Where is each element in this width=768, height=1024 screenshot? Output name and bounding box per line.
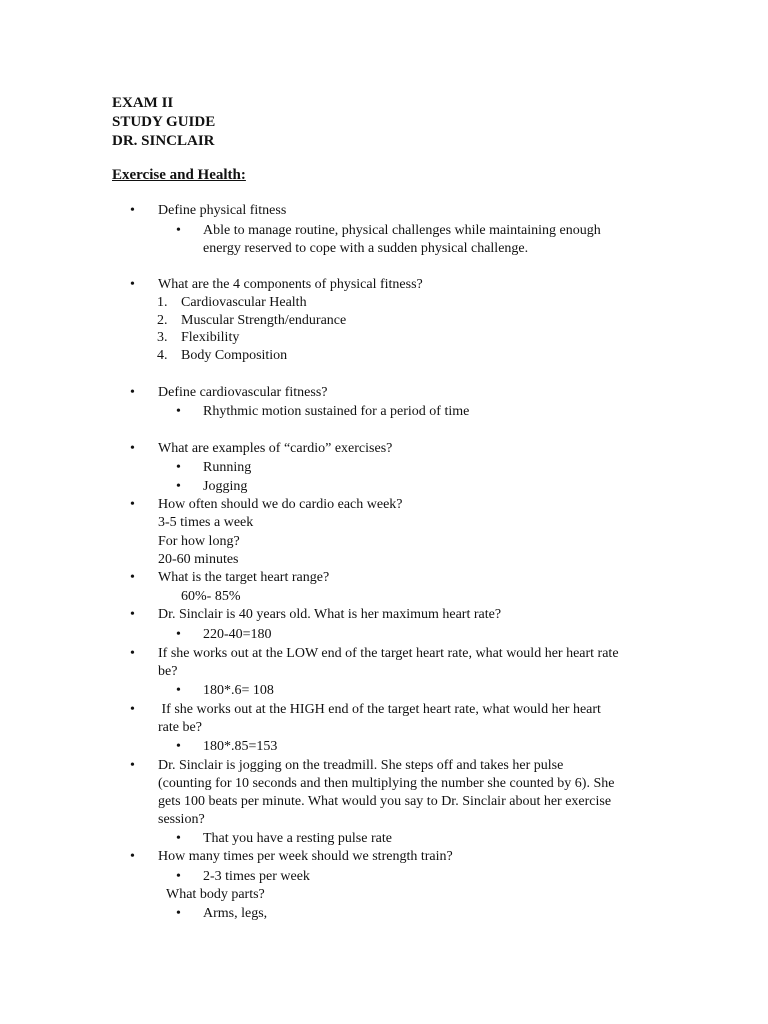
- question-duration: For how long?: [158, 534, 240, 549]
- answer-frequency: 3-5 times a week: [158, 515, 254, 530]
- question-treadmill-cont: (counting for 10 seconds and then multiplying the number she counted by 6). She: [158, 776, 615, 791]
- document-header: [112, 94, 215, 151]
- answer-target-heart-range: 60%- 85%: [181, 589, 241, 604]
- instructor-name: DR. SINCLAIR: [112, 133, 215, 149]
- exam-title: EXAM II: [112, 95, 174, 111]
- document-page: EXAM II STUDY GUIDE DR. SINCLAIR Exercise and Health: Define physical fitness Able to manage routine, physical challenges while maintaining enough energy reserved to cope with a sudden physical challenge. What are the 4 components of physical fitness? 1. Cardiovascular Health 2. Muscular Strength/endurance 3. Flexibility 4. Body Composition Define cardiovascular fitness? Rhythmic motion sustained for a period of time What are examples of “cardio” exercises? Running Jogging How often should we do cardio each week? 3-5 times a week For how long? 20-60 minutes What is the target heart range? 60%- 85% Dr. Sinclair is 40 years old. What is her maximum heart rate? 220-40=180 If she works out at the LOW end of the target heart rate, what would her heart rate be? 180*.6= 108 If she works out at the HIGH end of the target heart rate, what would her heart rate be? 180*.85=153 Dr. Sinclair is jogging on the treadmill. She steps off and takes her pulse (counting for 10 seconds and then multiplying the number she counted by 6). She gets 100 beats per minute. What would you say to Dr. Sinclair about her exercise session? That you have a resting pulse rate How many times per week should we strength train? 2-3 times per week What body parts? Arms, legs,: [112, 95, 619, 921]
- answer-duration: 20-60 minutes: [158, 552, 239, 567]
- study-guide-title: STUDY GUIDE: [112, 114, 216, 130]
- question-treadmill-cont: gets 100 beats per minute. What would you say to Dr. Sinclair about her exercise: [158, 794, 612, 809]
- question-low-heart-rate-cont: be?: [158, 664, 178, 679]
- question-body-parts: What body parts?: [166, 887, 265, 902]
- question-treadmill-cont: session?: [158, 812, 205, 827]
- answer-physical-fitness-cont: energy reserved to cope with a sudden physical challenge.: [203, 241, 529, 256]
- question-high-heart-rate-cont: rate be?: [158, 720, 202, 735]
- section-title: Exercise and Health:: [112, 167, 246, 183]
